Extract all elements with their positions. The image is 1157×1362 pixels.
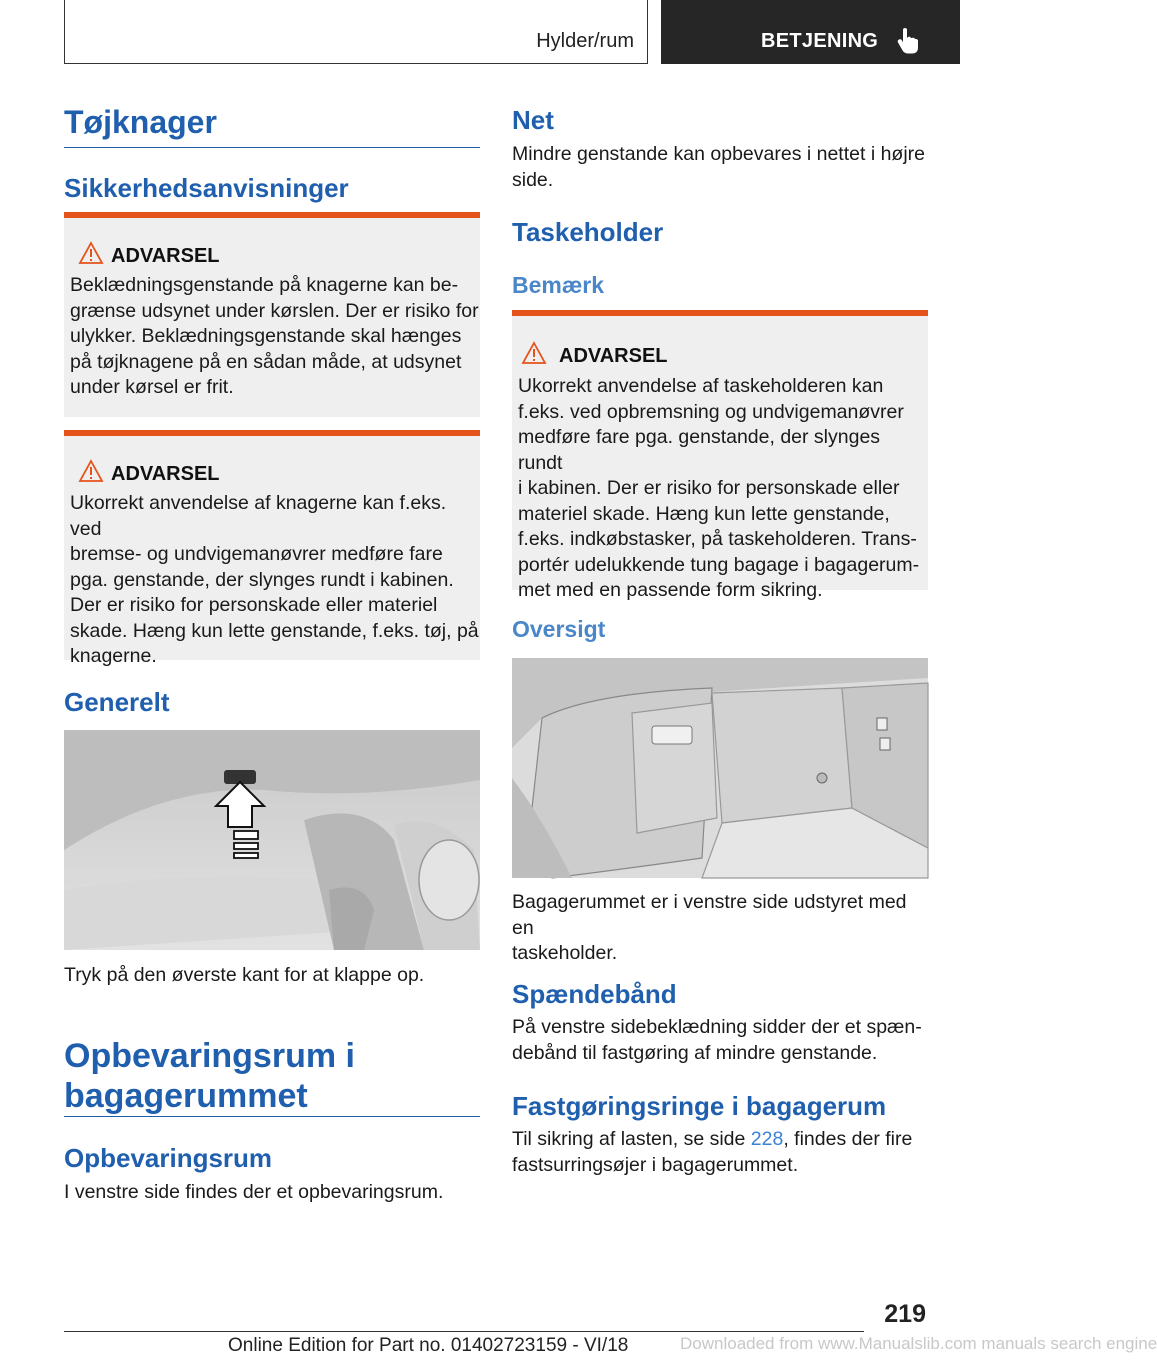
heading-bag-holder: Taskeholder — [512, 217, 664, 247]
title-rule — [64, 147, 480, 148]
warning-label: ADVARSEL — [111, 463, 220, 485]
warning-box-1 — [64, 212, 480, 417]
overview-text: Bagagerummet er i venstre side udstyret med en taskeholder. — [512, 891, 907, 964]
heading-strap: Spændebånd — [512, 979, 677, 1009]
hook-illustration — [64, 730, 480, 950]
warning-triangle-icon — [79, 242, 103, 264]
title-clothes-hooks: Tøjknager — [64, 104, 217, 140]
heading-general: Generelt — [64, 687, 170, 717]
heading-storage: Opbevaringsrum — [64, 1143, 273, 1173]
storage-text: I venstre side findes der et opbevaringsrum. — [64, 1181, 444, 1203]
pointing-hand-icon — [896, 27, 920, 55]
footer-rule — [64, 1331, 864, 1332]
warning-label: ADVARSEL — [111, 245, 220, 267]
luggage-compartment-illustration — [512, 658, 928, 878]
warning-text: Beklædningsgenstande på knagerne kan be- grænse udsynet under kørslen. Der er risiko for ulykker. Beklædningsgenstande skal hænges på tøjknagene på en sådan måde, at udsynet under kørsel er frit. — [70, 274, 479, 398]
page-number: 219 — [884, 1300, 926, 1328]
warning-box-2 — [64, 430, 480, 667]
warning-text: Ukorrekt anvendelse af taskeholderen kan f.eks. ved opbremsning og undvigemanøvrer medføre fare pga. genstande, der slynges rundt i kabinen. Der er risiko for personskade eller materiel skade. Hæng kun lette genstande, f.eks. indkøbstasker, på taskeholderen. Trans- portér udelukkende tung bagage i bagagerum- met med en passende form sikring. — [518, 375, 920, 601]
net-text: Mindre genstande kan opbevares i nettet i højre side. — [512, 143, 925, 191]
title-luggage-storage: Opbevaringsrum i bagagerummet — [64, 1037, 355, 1115]
warning-text: Ukorrekt anvendelse af knagerne kan f.eks. ved bremse- og undvigemanøvrer medføre fare pga. genstande, der slynges rundt i kabinen. Der er risiko for personskade eller materiel skade. Hæng kun lette genstande, f.eks. tøj, på knagerne. — [70, 492, 479, 667]
heading-overview: Oversigt — [512, 616, 606, 642]
header-chapter-label: BETJENING — [761, 30, 879, 52]
general-caption: Tryk på den øverste kant for at klappe op. — [64, 964, 425, 986]
heading-safety: Sikkerhedsanvisninger — [64, 173, 349, 203]
heading-note: Bemærk — [512, 272, 605, 298]
title-rule — [64, 1116, 480, 1117]
warning-triangle-icon — [79, 460, 103, 482]
heading-net: Net — [512, 105, 554, 135]
header-section-label: Hylder/rum — [536, 30, 634, 52]
watermark: Downloaded from www.Manualslib.com manuals search engine — [680, 1334, 1157, 1353]
warning-label: ADVARSEL — [559, 345, 668, 367]
warning-box-3 — [512, 310, 928, 601]
strap-text: På venstre sidebeklædning sidder der et spæn- debånd til fastgøring af mindre genstande. — [512, 1016, 922, 1064]
heading-lashing-rings: Fastgøringsringe i bagagerum — [512, 1091, 887, 1121]
page-link-228[interactable]: 228 — [750, 1128, 784, 1150]
warning-triangle-icon — [522, 342, 546, 364]
rings-text: Til sikring af lasten, se side 228, findes der fire fastsurringsøjer i bagagerummet. — [512, 1128, 913, 1176]
edition-text: Online Edition for Part no. 01402723159 - VI/18 — [228, 1335, 629, 1356]
